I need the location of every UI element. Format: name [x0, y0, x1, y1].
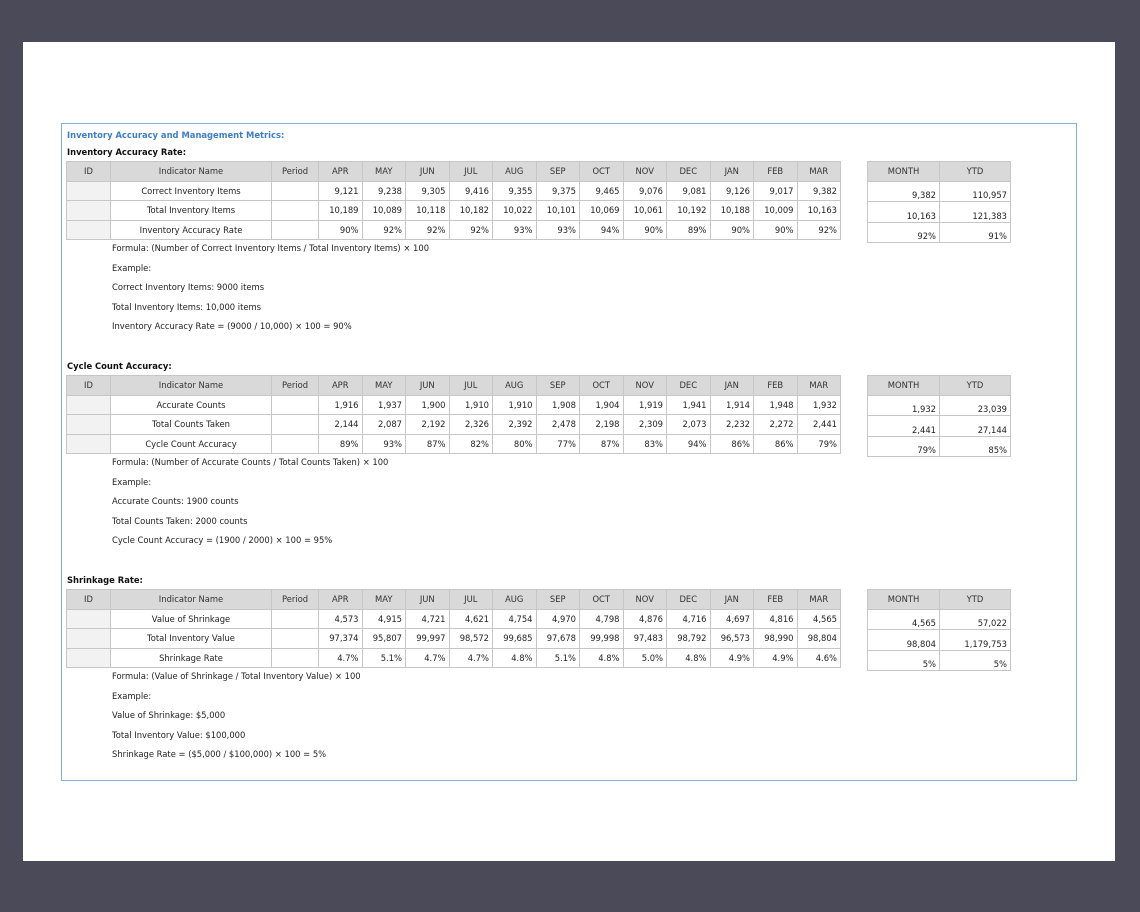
value-cell: 95,807: [362, 629, 406, 649]
indicator-name-cell: Inventory Accuracy Rate: [111, 220, 272, 240]
value-cell: 10,061: [623, 201, 667, 221]
ytd-header: YTD: [940, 162, 1011, 182]
period-column-header: Period: [272, 590, 319, 610]
month-column-header: OCT: [580, 376, 624, 396]
ytd-cell: 91%: [940, 222, 1011, 243]
value-cell: 98,572: [449, 629, 493, 649]
value-cell: 98,792: [667, 629, 711, 649]
value-cell: 4.6%: [797, 648, 841, 668]
month-column-header: JAN: [710, 376, 754, 396]
value-cell: 4,697: [710, 609, 754, 629]
value-cell: 9,355: [493, 181, 537, 201]
month-column-header: SEP: [536, 162, 580, 182]
table-row: [67, 201, 841, 221]
table-header-row: [67, 162, 841, 182]
month-column-header: OCT: [580, 162, 624, 182]
period-cell: [272, 648, 319, 668]
value-cell: 90%: [623, 220, 667, 240]
value-cell: 9,382: [797, 181, 841, 201]
id-cell: [67, 201, 111, 221]
value-cell: 92%: [362, 220, 406, 240]
month-total-cell: 9,382: [868, 181, 940, 202]
value-cell: 80%: [493, 434, 537, 454]
month-column-header: NOV: [623, 590, 667, 610]
period-column-header: Period: [272, 162, 319, 182]
value-cell: 10,022: [493, 201, 537, 221]
formula-notes: [112, 667, 361, 765]
value-cell: 10,009: [754, 201, 798, 221]
month-column-header: AUG: [493, 162, 537, 182]
ytd-header: YTD: [940, 376, 1011, 396]
name-column-header: Indicator Name: [111, 590, 272, 610]
name-column-header: Indicator Name: [111, 376, 272, 396]
summary-row: [868, 202, 1011, 223]
month-column-header: APR: [319, 376, 363, 396]
value-cell: 4.8%: [493, 648, 537, 668]
value-cell: 9,121: [319, 181, 363, 201]
indicator-name-cell: Correct Inventory Items: [111, 181, 272, 201]
month-column-header: OCT: [580, 590, 624, 610]
month-total-cell: 5%: [868, 650, 940, 671]
value-cell: 9,076: [623, 181, 667, 201]
value-cell: 10,182: [449, 201, 493, 221]
table-row: [67, 220, 841, 240]
ytd-header: YTD: [940, 590, 1011, 610]
value-cell: 4,970: [536, 609, 580, 629]
value-cell: 1,916: [319, 395, 363, 415]
month-column-header: SEP: [536, 376, 580, 396]
value-cell: 87%: [406, 434, 450, 454]
value-cell: 9,465: [580, 181, 624, 201]
note-line: Inventory Accuracy Rate = (9000 / 10,000) × 100 = 90%: [112, 321, 352, 331]
value-cell: 9,081: [667, 181, 711, 201]
month-column-header: DEC: [667, 376, 711, 396]
note-line: Formula: (Value of Shrinkage / Total Inventory Value) × 100: [112, 671, 361, 681]
month-column-header: DEC: [667, 162, 711, 182]
value-cell: 2,144: [319, 415, 363, 435]
value-cell: 4,816: [754, 609, 798, 629]
value-cell: 90%: [319, 220, 363, 240]
value-cell: 2,087: [362, 415, 406, 435]
note-line: Example:: [112, 690, 152, 701]
value-cell: 2,478: [536, 415, 580, 435]
month-column-header: MAY: [362, 162, 406, 182]
indicator-name-cell: Accurate Counts: [111, 395, 272, 415]
value-cell: 97,483: [623, 629, 667, 649]
note-line: Formula: (Number of Accurate Counts / Total Counts Taken) × 100: [112, 457, 389, 467]
period-cell: [272, 201, 319, 221]
value-cell: 82%: [449, 434, 493, 454]
month-column-header: FEB: [754, 162, 798, 182]
value-cell: 1,900: [406, 395, 450, 415]
period-cell: [272, 629, 319, 649]
value-cell: 4.7%: [449, 648, 493, 668]
value-cell: 9,375: [536, 181, 580, 201]
id-cell: [67, 629, 111, 649]
section-title: Cycle Count Accuracy:: [67, 361, 172, 371]
summary-row: [868, 436, 1011, 457]
table-row: [67, 648, 841, 668]
month-column-header: NOV: [623, 162, 667, 182]
value-cell: 1,904: [580, 395, 624, 415]
id-cell: [67, 648, 111, 668]
ytd-cell: 23,039: [940, 395, 1011, 416]
id-cell: [67, 395, 111, 415]
month-column-header: JUN: [406, 590, 450, 610]
value-cell: 2,272: [754, 415, 798, 435]
period-cell: [272, 415, 319, 435]
ytd-cell: 85%: [940, 436, 1011, 457]
month-column-header: MAR: [797, 376, 841, 396]
value-cell: 5.1%: [536, 648, 580, 668]
metrics-table: [66, 375, 841, 454]
summary-row: [868, 630, 1011, 651]
value-cell: 2,441: [797, 415, 841, 435]
metrics-table: [66, 161, 841, 240]
table-row: [67, 395, 841, 415]
month-total-cell: 2,441: [868, 416, 940, 437]
value-cell: 10,163: [797, 201, 841, 221]
value-cell: 10,089: [362, 201, 406, 221]
value-cell: 4.7%: [319, 648, 363, 668]
value-cell: 2,198: [580, 415, 624, 435]
note-line: Total Inventory Items: 10,000 items: [112, 301, 262, 312]
value-cell: 92%: [406, 220, 450, 240]
value-cell: 92%: [449, 220, 493, 240]
value-cell: 9,416: [449, 181, 493, 201]
month-column-header: SEP: [536, 590, 580, 610]
table-row: [67, 629, 841, 649]
value-cell: 4.9%: [754, 648, 798, 668]
month-total-header: MONTH: [868, 376, 940, 396]
month-column-header: JUN: [406, 376, 450, 396]
summary-row: [868, 650, 1011, 671]
document-page: [23, 42, 1115, 861]
month-total-cell: 98,804: [868, 630, 940, 651]
note-line: Correct Inventory Items: 9000 items: [112, 282, 265, 292]
summary-row: [868, 395, 1011, 416]
month-column-header: MAR: [797, 162, 841, 182]
value-cell: 87%: [580, 434, 624, 454]
value-cell: 1,932: [797, 395, 841, 415]
value-cell: 94%: [580, 220, 624, 240]
table-row: [67, 415, 841, 435]
id-column-header: ID: [67, 590, 111, 610]
value-cell: 2,232: [710, 415, 754, 435]
value-cell: 99,685: [493, 629, 537, 649]
table-row: [67, 181, 841, 201]
month-total-header: MONTH: [868, 162, 940, 182]
value-cell: 4.8%: [667, 648, 711, 668]
value-cell: 90%: [710, 220, 754, 240]
value-cell: 4,876: [623, 609, 667, 629]
value-cell: 9,238: [362, 181, 406, 201]
month-column-header: JUL: [449, 590, 493, 610]
note-line: Accurate Counts: 1900 counts: [112, 496, 239, 506]
value-cell: 1,937: [362, 395, 406, 415]
value-cell: 10,101: [536, 201, 580, 221]
ytd-cell: 121,383: [940, 202, 1011, 223]
indicator-name-cell: Shrinkage Rate: [111, 648, 272, 668]
value-cell: 4.9%: [710, 648, 754, 668]
note-line: Total Inventory Value: $100,000: [112, 729, 246, 740]
value-cell: 96,573: [710, 629, 754, 649]
month-column-header: NOV: [623, 376, 667, 396]
value-cell: 89%: [667, 220, 711, 240]
ytd-cell: 5%: [940, 650, 1011, 671]
summary-header-row: [868, 590, 1011, 610]
summary-row: [868, 609, 1011, 630]
value-cell: 4,754: [493, 609, 537, 629]
value-cell: 2,073: [667, 415, 711, 435]
value-cell: 10,188: [710, 201, 754, 221]
value-cell: 92%: [797, 220, 841, 240]
note-line: Total Counts Taken: 2000 counts: [112, 515, 248, 526]
month-total-cell: 1,932: [868, 395, 940, 416]
value-cell: 10,192: [667, 201, 711, 221]
value-cell: 9,017: [754, 181, 798, 201]
summary-row: [868, 416, 1011, 437]
formula-notes: [112, 239, 429, 337]
value-cell: 9,126: [710, 181, 754, 201]
value-cell: 2,192: [406, 415, 450, 435]
summary-row: [868, 181, 1011, 202]
value-cell: 1,908: [536, 395, 580, 415]
metrics-table: [66, 589, 841, 668]
period-cell: [272, 181, 319, 201]
period-cell: [272, 395, 319, 415]
indicator-name-cell: Total Counts Taken: [111, 415, 272, 435]
value-cell: 86%: [710, 434, 754, 454]
value-cell: 4,915: [362, 609, 406, 629]
value-cell: 2,326: [449, 415, 493, 435]
summary-table: [867, 161, 1011, 243]
note-line: Example:: [112, 476, 152, 487]
value-cell: 1,910: [449, 395, 493, 415]
value-cell: 4,621: [449, 609, 493, 629]
metrics-panel: [61, 123, 1077, 781]
summary-table: [867, 375, 1011, 457]
summary-table: [867, 589, 1011, 671]
value-cell: 97,374: [319, 629, 363, 649]
value-cell: 1,919: [623, 395, 667, 415]
value-cell: 99,997: [406, 629, 450, 649]
value-cell: 5.1%: [362, 648, 406, 668]
value-cell: 1,948: [754, 395, 798, 415]
id-cell: [67, 181, 111, 201]
id-column-header: ID: [67, 376, 111, 396]
id-cell: [67, 415, 111, 435]
value-cell: 4,721: [406, 609, 450, 629]
document-title: Inventory Accuracy and Management Metrics:: [67, 130, 285, 140]
note-line: Shrinkage Rate = ($5,000 / $100,000) × 100 = 5%: [112, 749, 327, 759]
value-cell: 1,914: [710, 395, 754, 415]
value-cell: 99,998: [580, 629, 624, 649]
value-cell: 5.0%: [623, 648, 667, 668]
month-column-header: FEB: [754, 376, 798, 396]
id-column-header: ID: [67, 162, 111, 182]
period-cell: [272, 609, 319, 629]
ytd-cell: 110,957: [940, 181, 1011, 202]
period-cell: [272, 434, 319, 454]
value-cell: 77%: [536, 434, 580, 454]
summary-header-row: [868, 162, 1011, 182]
month-column-header: APR: [319, 162, 363, 182]
value-cell: 1,941: [667, 395, 711, 415]
month-column-header: MAY: [362, 590, 406, 610]
indicator-name-cell: Total Inventory Value: [111, 629, 272, 649]
ytd-cell: 1,179,753: [940, 630, 1011, 651]
value-cell: 4.8%: [580, 648, 624, 668]
month-column-header: APR: [319, 590, 363, 610]
value-cell: 89%: [319, 434, 363, 454]
month-column-header: JUN: [406, 162, 450, 182]
value-cell: 10,118: [406, 201, 450, 221]
value-cell: 2,392: [493, 415, 537, 435]
id-cell: [67, 434, 111, 454]
value-cell: 9,305: [406, 181, 450, 201]
formula-notes: [112, 453, 388, 551]
period-cell: [272, 220, 319, 240]
value-cell: 79%: [797, 434, 841, 454]
month-column-header: JUL: [449, 162, 493, 182]
note-line: Formula: (Number of Correct Inventory Items / Total Inventory Items) × 100: [112, 243, 430, 253]
month-total-cell: 4,565: [868, 609, 940, 630]
month-column-header: JAN: [710, 590, 754, 610]
month-total-cell: 79%: [868, 436, 940, 457]
value-cell: 4,565: [797, 609, 841, 629]
table-row: [67, 609, 841, 629]
value-cell: 90%: [754, 220, 798, 240]
month-column-header: MAY: [362, 376, 406, 396]
section-title: Inventory Accuracy Rate:: [67, 147, 187, 157]
period-column-header: Period: [272, 376, 319, 396]
value-cell: 98,990: [754, 629, 798, 649]
value-cell: 4,716: [667, 609, 711, 629]
value-cell: 10,069: [580, 201, 624, 221]
month-column-header: DEC: [667, 590, 711, 610]
value-cell: 94%: [667, 434, 711, 454]
section-title: Shrinkage Rate:: [67, 575, 143, 585]
value-cell: 93%: [536, 220, 580, 240]
note-line: Example:: [112, 262, 152, 273]
value-cell: 4,798: [580, 609, 624, 629]
value-cell: 1,910: [493, 395, 537, 415]
table-header-row: [67, 590, 841, 610]
id-cell: [67, 609, 111, 629]
value-cell: 10,189: [319, 201, 363, 221]
ytd-cell: 27,144: [940, 416, 1011, 437]
summary-header-row: [868, 376, 1011, 396]
value-cell: 4,573: [319, 609, 363, 629]
value-cell: 83%: [623, 434, 667, 454]
month-total-cell: 10,163: [868, 202, 940, 223]
indicator-name-cell: Total Inventory Items: [111, 201, 272, 221]
value-cell: 2,309: [623, 415, 667, 435]
table-header-row: [67, 376, 841, 396]
summary-row: [868, 222, 1011, 243]
month-column-header: AUG: [493, 376, 537, 396]
value-cell: 97,678: [536, 629, 580, 649]
note-line: Value of Shrinkage: $5,000: [112, 710, 226, 720]
name-column-header: Indicator Name: [111, 162, 272, 182]
month-column-header: JUL: [449, 376, 493, 396]
month-column-header: FEB: [754, 590, 798, 610]
value-cell: 93%: [493, 220, 537, 240]
indicator-name-cell: Cycle Count Accuracy: [111, 434, 272, 454]
note-line: Cycle Count Accuracy = (1900 / 2000) × 100 = 95%: [112, 535, 333, 545]
table-row: [67, 434, 841, 454]
value-cell: 86%: [754, 434, 798, 454]
month-column-header: JAN: [710, 162, 754, 182]
month-column-header: AUG: [493, 590, 537, 610]
month-column-header: MAR: [797, 590, 841, 610]
value-cell: 93%: [362, 434, 406, 454]
id-cell: [67, 220, 111, 240]
value-cell: 98,804: [797, 629, 841, 649]
month-total-header: MONTH: [868, 590, 940, 610]
month-total-cell: 92%: [868, 222, 940, 243]
value-cell: 4.7%: [406, 648, 450, 668]
indicator-name-cell: Value of Shrinkage: [111, 609, 272, 629]
ytd-cell: 57,022: [940, 609, 1011, 630]
